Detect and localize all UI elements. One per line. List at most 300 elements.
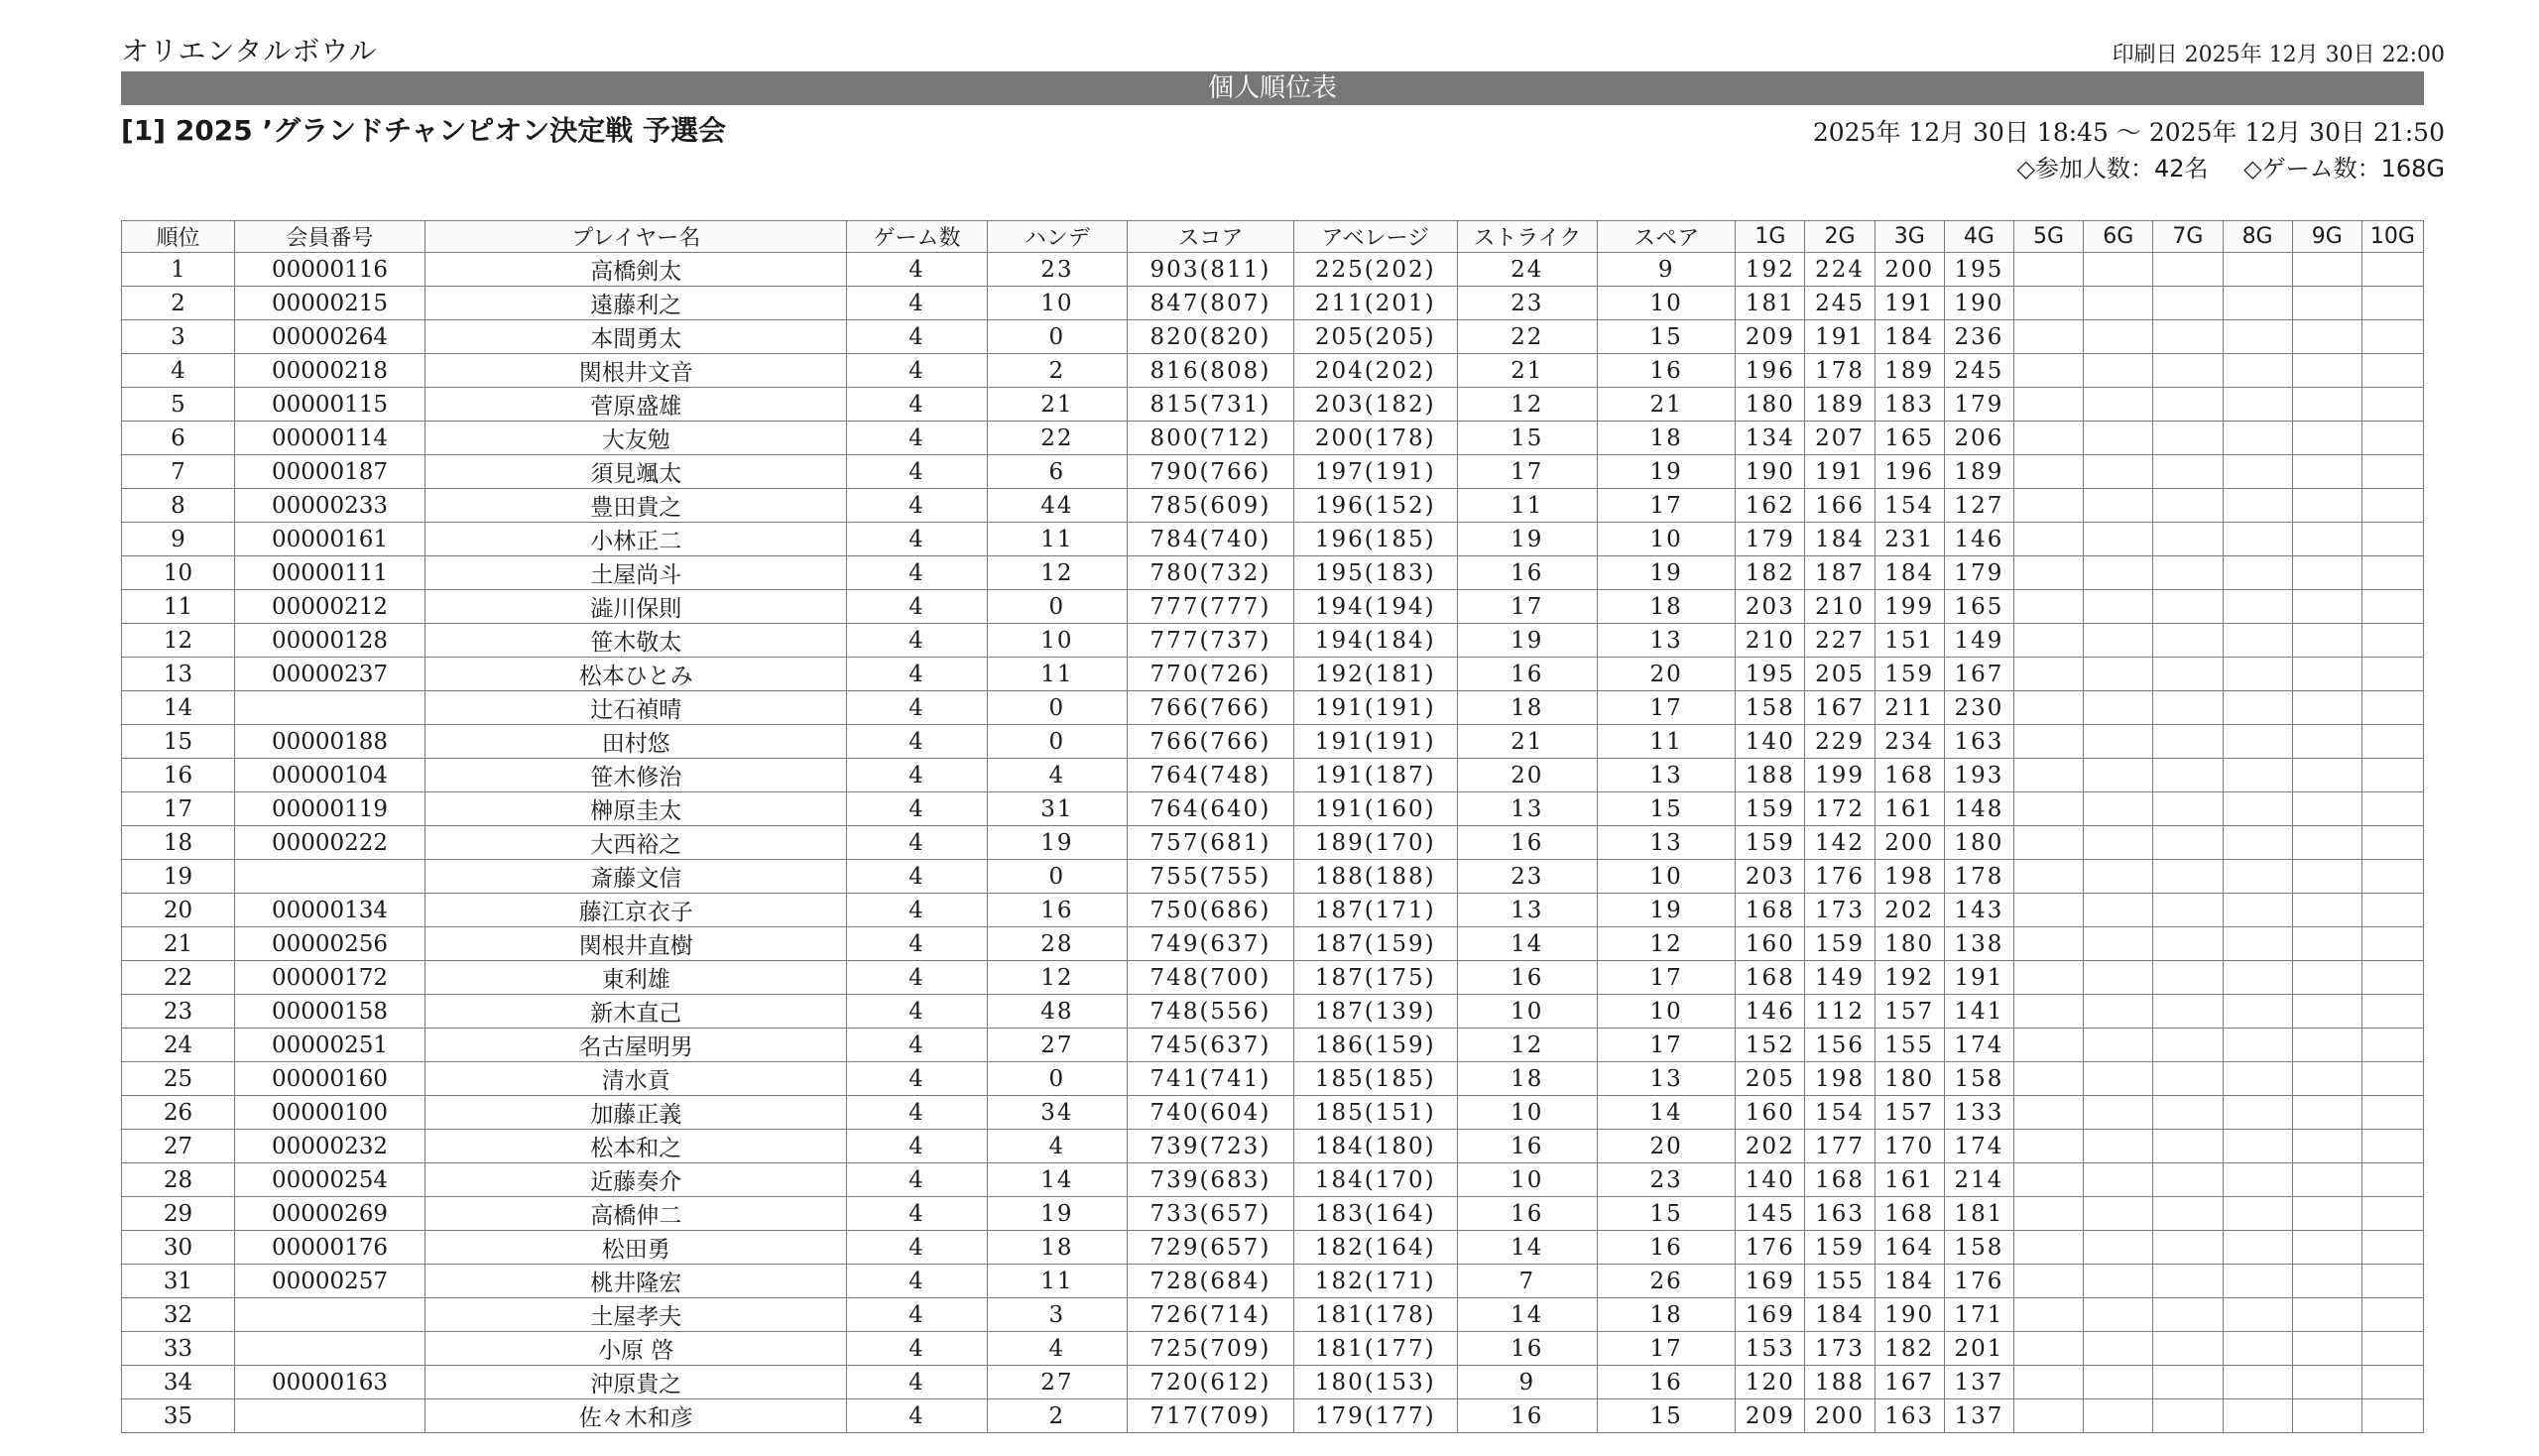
table-cell: 26: [122, 1096, 235, 1130]
table-cell: 10: [1597, 523, 1735, 556]
table-cell: 203: [1736, 590, 1805, 624]
table-cell: 00000115: [234, 388, 424, 422]
table-cell: 184: [1874, 556, 1944, 590]
table-cell: 高橋剣太: [425, 253, 847, 287]
table-cell: 210: [1805, 590, 1874, 624]
table-cell: 187(139): [1293, 995, 1457, 1029]
table-cell: 10: [987, 287, 1127, 320]
table-cell: [2292, 1197, 2361, 1231]
table-cell: 203: [1736, 860, 1805, 894]
table-cell: [2223, 792, 2292, 826]
table-cell: 4: [987, 1332, 1127, 1366]
table-cell: 11: [987, 658, 1127, 691]
table-cell: [2223, 1062, 2292, 1096]
table-cell: 44: [987, 489, 1127, 523]
table-cell: 16: [1457, 1332, 1597, 1366]
table-cell: [2013, 1366, 2083, 1399]
table-cell: [2361, 455, 2423, 489]
table-cell: [2084, 489, 2153, 523]
table-cell: 00000161: [234, 523, 424, 556]
table-cell: [2292, 1298, 2361, 1332]
table-cell: 183: [1874, 388, 1944, 422]
table-cell: [2292, 792, 2361, 826]
table-cell: [2153, 590, 2223, 624]
table-row: [122, 388, 2424, 422]
table-cell: 16: [1457, 826, 1597, 860]
table-cell: 189: [1874, 354, 1944, 388]
table-cell: 00000237: [234, 658, 424, 691]
table-cell: 155: [1874, 1029, 1944, 1062]
table-cell: 154: [1805, 1096, 1874, 1130]
table-cell: [2153, 388, 2223, 422]
table-cell: 00000256: [234, 927, 424, 961]
table-cell: 201: [1944, 1332, 2013, 1366]
table-row: [122, 320, 2424, 354]
table-cell: 140: [1736, 725, 1805, 759]
table-cell: [2223, 590, 2292, 624]
table-cell: 0: [987, 1062, 1127, 1096]
table-cell: [2013, 1265, 2083, 1298]
table-cell: 佐々木和彦: [425, 1399, 847, 1433]
table-cell: 158: [1736, 691, 1805, 725]
table-cell: [2084, 556, 2153, 590]
table-cell: 4: [847, 523, 987, 556]
table-cell: 182: [1874, 1332, 1944, 1366]
table-cell: 755(755): [1128, 860, 1294, 894]
table-cell: [2223, 1366, 2292, 1399]
table-cell: 13: [122, 658, 235, 691]
table-cell: 3: [122, 320, 235, 354]
table-cell: 31: [987, 792, 1127, 826]
table-row: [122, 1062, 2424, 1096]
table-cell: [2153, 826, 2223, 860]
table-cell: [2084, 354, 2153, 388]
table-cell: [2153, 1399, 2223, 1433]
table-cell: 176: [1805, 860, 1874, 894]
table-cell: 167: [1874, 1366, 1944, 1399]
table-cell: [2013, 1231, 2083, 1265]
table-cell: 143: [1944, 894, 2013, 927]
table-cell: 196(152): [1293, 489, 1457, 523]
table-cell: [2292, 1332, 2361, 1366]
table-cell: 179: [1944, 388, 2013, 422]
table-cell: 179: [1944, 556, 2013, 590]
table-cell: 19: [1457, 624, 1597, 658]
table-cell: [2361, 354, 2423, 388]
table-cell: 211: [1874, 691, 1944, 725]
table-cell: 138: [1944, 927, 2013, 961]
table-cell: 159: [1805, 1231, 1874, 1265]
table-cell: 184: [1874, 1265, 1944, 1298]
table-cell: 112: [1805, 995, 1874, 1029]
table-cell: 740(604): [1128, 1096, 1294, 1130]
table-cell: [2084, 388, 2153, 422]
table-cell: [2153, 860, 2223, 894]
table-cell: 720(612): [1128, 1366, 1294, 1399]
table-cell: 3: [987, 1298, 1127, 1332]
table-cell: 4: [847, 961, 987, 995]
table-cell: 231: [1874, 523, 1944, 556]
table-cell: 4: [847, 320, 987, 354]
table-cell: 17: [1597, 1332, 1735, 1366]
table-row: [122, 1366, 2424, 1399]
table-cell: [2153, 1231, 2223, 1265]
table-cell: 184: [1874, 320, 1944, 354]
table-cell: [2013, 1062, 2083, 1096]
table-cell: [2361, 658, 2423, 691]
table-cell: [2361, 422, 2423, 455]
column-header: 3G: [1874, 221, 1944, 253]
table-row: [122, 792, 2424, 826]
table-cell: 関根井直樹: [425, 927, 847, 961]
table-cell: 4: [847, 253, 987, 287]
table-cell: 6: [122, 422, 235, 455]
column-header: 順位: [122, 221, 235, 253]
table-cell: [2084, 1265, 2153, 1298]
table-row: [122, 1332, 2424, 1366]
table-cell: [2361, 1029, 2423, 1062]
table-cell: [2292, 691, 2361, 725]
table-cell: 00000232: [234, 1130, 424, 1163]
table-cell: 土屋尚斗: [425, 556, 847, 590]
table-cell: [2361, 1197, 2423, 1231]
table-cell: 161: [1874, 792, 1944, 826]
table-cell: [2013, 1163, 2083, 1197]
table-cell: 749(637): [1128, 927, 1294, 961]
table-cell: 204(202): [1293, 354, 1457, 388]
table-cell: 4: [847, 1332, 987, 1366]
table-cell: 800(712): [1128, 422, 1294, 455]
table-cell: [2292, 590, 2361, 624]
table-cell: [2013, 759, 2083, 792]
table-cell: 10: [1597, 287, 1735, 320]
table-cell: 清水貢: [425, 1062, 847, 1096]
table-cell: [2361, 1062, 2423, 1096]
table-cell: 149: [1944, 624, 2013, 658]
table-cell: 東利雄: [425, 961, 847, 995]
table-cell: 0: [987, 725, 1127, 759]
table-cell: 764(640): [1128, 792, 1294, 826]
table-cell: 19: [1457, 523, 1597, 556]
table-cell: 137: [1944, 1366, 2013, 1399]
table-cell: 20: [1597, 1130, 1735, 1163]
table-cell: [2084, 1332, 2153, 1366]
table-cell: 16: [1457, 1130, 1597, 1163]
table-cell: 168: [1874, 1197, 1944, 1231]
table-cell: 21: [1457, 725, 1597, 759]
table-row: [122, 927, 2424, 961]
table-cell: 192(181): [1293, 658, 1457, 691]
table-cell: 4: [987, 759, 1127, 792]
table-cell: [2153, 927, 2223, 961]
table-cell: 14: [987, 1163, 1127, 1197]
table-cell: 31: [122, 1265, 235, 1298]
table-cell: [2153, 354, 2223, 388]
table-row: [122, 725, 2424, 759]
table-cell: 750(686): [1128, 894, 1294, 927]
table-cell: 160: [1736, 1096, 1805, 1130]
table-cell: 169: [1736, 1265, 1805, 1298]
table-cell: 186(159): [1293, 1029, 1457, 1062]
table-cell: [2292, 1399, 2361, 1433]
table-cell: [2153, 1130, 2223, 1163]
table-cell: 4: [847, 1399, 987, 1433]
table-cell: 4: [847, 1265, 987, 1298]
table-cell: 15: [1597, 1197, 1735, 1231]
table-cell: 179(177): [1293, 1399, 1457, 1433]
table-cell: [2361, 1332, 2423, 1366]
table-row: [122, 523, 2424, 556]
table-cell: 190: [1944, 287, 2013, 320]
table-cell: [2153, 1096, 2223, 1130]
table-cell: 15: [1597, 1399, 1735, 1433]
table-cell: 4: [847, 1096, 987, 1130]
table-cell: [2292, 1130, 2361, 1163]
table-cell: [2361, 826, 2423, 860]
table-cell: [2153, 1197, 2223, 1231]
table-cell: 202: [1736, 1130, 1805, 1163]
table-row: [122, 826, 2424, 860]
table-cell: [2084, 523, 2153, 556]
table-cell: 松本ひとみ: [425, 658, 847, 691]
table-cell: 4: [847, 1197, 987, 1231]
table-cell: 196: [1736, 354, 1805, 388]
table-cell: [2153, 253, 2223, 287]
table-cell: 162: [1736, 489, 1805, 523]
table-cell: 20: [122, 894, 235, 927]
table-cell: [2292, 388, 2361, 422]
table-cell: [2153, 320, 2223, 354]
table-cell: 19: [1597, 556, 1735, 590]
table-cell: [2292, 995, 2361, 1029]
table-cell: 165: [1874, 422, 1944, 455]
table-cell: [2361, 961, 2423, 995]
column-header: ストライク: [1457, 221, 1597, 253]
table-cell: 159: [1736, 792, 1805, 826]
table-cell: 168: [1736, 961, 1805, 995]
table-cell: 遠藤利之: [425, 287, 847, 320]
table-cell: 161: [1874, 1163, 1944, 1197]
table-cell: 25: [122, 1062, 235, 1096]
table-cell: [2223, 1399, 2292, 1433]
table-cell: [2013, 826, 2083, 860]
table-cell: 15: [1597, 792, 1735, 826]
table-cell: 137: [1944, 1399, 2013, 1433]
table-cell: [2361, 556, 2423, 590]
table-cell: [2084, 1130, 2153, 1163]
table-cell: [2361, 253, 2423, 287]
table-cell: 17: [1597, 691, 1735, 725]
table-cell: [2084, 826, 2153, 860]
table-cell: 168: [1736, 894, 1805, 927]
table-cell: 19: [122, 860, 235, 894]
event-period: 2025年 12月 30日 18:45 〜 2025年 12月 30日 21:50: [1812, 118, 2445, 147]
table-cell: 藤江京衣子: [425, 894, 847, 927]
table-cell: 168: [1805, 1163, 1874, 1197]
table-cell: 157: [1874, 995, 1944, 1029]
table-cell: 847(807): [1128, 287, 1294, 320]
table-cell: 181: [1736, 287, 1805, 320]
table-cell: 180: [1874, 927, 1944, 961]
table-cell: 4: [847, 927, 987, 961]
table-cell: 142: [1805, 826, 1874, 860]
table-cell: 2: [987, 1399, 1127, 1433]
table-cell: [2361, 1366, 2423, 1399]
table-cell: 13: [1597, 1062, 1735, 1096]
table-cell: [2292, 320, 2361, 354]
table-cell: 16: [1457, 556, 1597, 590]
table-cell: 227: [1805, 624, 1874, 658]
table-cell: 0: [987, 590, 1127, 624]
table-row: [122, 691, 2424, 725]
table-cell: 27: [987, 1366, 1127, 1399]
table-cell: 23: [1457, 860, 1597, 894]
table-cell: 190: [1874, 1298, 1944, 1332]
table-cell: 202: [1874, 894, 1944, 927]
table-cell: 200(178): [1293, 422, 1457, 455]
table-cell: 土屋孝夫: [425, 1298, 847, 1332]
table-cell: 4: [847, 556, 987, 590]
table-cell: [2223, 1163, 2292, 1197]
table-cell: 松田勇: [425, 1231, 847, 1265]
column-header: アベレージ: [1293, 221, 1457, 253]
table-cell: 133: [1944, 1096, 2013, 1130]
table-cell: [2084, 927, 2153, 961]
table-cell: [2013, 253, 2083, 287]
table-cell: 4: [847, 354, 987, 388]
table-row: [122, 1265, 2424, 1298]
table-cell: [2361, 287, 2423, 320]
table-cell: 14: [1457, 927, 1597, 961]
table-cell: 8: [122, 489, 235, 523]
table-cell: 196: [1874, 455, 1944, 489]
table-cell: [2361, 1231, 2423, 1265]
table-cell: 4: [847, 624, 987, 658]
table-cell: 195(183): [1293, 556, 1457, 590]
table-cell: 770(726): [1128, 658, 1294, 691]
table-cell: [2223, 287, 2292, 320]
table-cell: [2292, 287, 2361, 320]
table-cell: 225(202): [1293, 253, 1457, 287]
table-body: [122, 253, 2424, 1433]
table-cell: 757(681): [1128, 826, 1294, 860]
table-cell: 19: [987, 826, 1127, 860]
table-cell: [2292, 624, 2361, 658]
table-cell: [2153, 1265, 2223, 1298]
table-cell: [234, 1399, 424, 1433]
table-cell: [2084, 1399, 2153, 1433]
table-cell: [2013, 1029, 2083, 1062]
table-cell: 156: [1805, 1029, 1874, 1062]
table-cell: [2013, 320, 2083, 354]
table-cell: [2223, 1332, 2292, 1366]
table-cell: 176: [1736, 1231, 1805, 1265]
table-cell: 4: [847, 1029, 987, 1062]
column-header: 4G: [1944, 221, 2013, 253]
table-cell: 189: [1805, 388, 1874, 422]
table-cell: 188: [1805, 1366, 1874, 1399]
table-cell: [2153, 287, 2223, 320]
table-cell: [2292, 826, 2361, 860]
table-cell: 134: [1736, 422, 1805, 455]
table-cell: 4: [847, 894, 987, 927]
table-cell: [2292, 1163, 2361, 1197]
table-cell: 7: [122, 455, 235, 489]
table-cell: 18: [1597, 422, 1735, 455]
table-cell: [2084, 860, 2153, 894]
table-cell: 7: [1457, 1265, 1597, 1298]
table-cell: [2223, 388, 2292, 422]
table-cell: 4: [847, 1130, 987, 1163]
table-cell: 245: [1805, 287, 1874, 320]
table-cell: 18: [122, 826, 235, 860]
table-cell: [2292, 658, 2361, 691]
table-cell: 146: [1944, 523, 2013, 556]
table-cell: 4: [847, 1062, 987, 1096]
column-header: 1G: [1736, 221, 1805, 253]
table-cell: 15: [1597, 320, 1735, 354]
table-cell: 笹木敬太: [425, 624, 847, 658]
table-cell: 4: [847, 455, 987, 489]
table-cell: [2013, 691, 2083, 725]
table-cell: 5: [122, 388, 235, 422]
table-cell: 23: [1457, 287, 1597, 320]
table-cell: 785(609): [1128, 489, 1294, 523]
table-cell: 34: [122, 1366, 235, 1399]
table-cell: 00000111: [234, 556, 424, 590]
table-cell: 169: [1736, 1298, 1805, 1332]
table-cell: 182(171): [1293, 1265, 1457, 1298]
table-cell: 745(637): [1128, 1029, 1294, 1062]
table-cell: 739(683): [1128, 1163, 1294, 1197]
table-cell: 21: [987, 388, 1127, 422]
table-cell: 181: [1944, 1197, 2013, 1231]
table-cell: 153: [1736, 1332, 1805, 1366]
table-cell: 185(151): [1293, 1096, 1457, 1130]
table-cell: 須見颯太: [425, 455, 847, 489]
table-cell: 194(184): [1293, 624, 1457, 658]
table-cell: [2223, 1096, 2292, 1130]
table-cell: 笹木修治: [425, 759, 847, 792]
table-cell: 9: [1597, 253, 1735, 287]
table-cell: 17: [1597, 1029, 1735, 1062]
table-cell: 00000222: [234, 826, 424, 860]
table-cell: 27: [987, 1029, 1127, 1062]
table-cell: [2153, 691, 2223, 725]
table-cell: 4: [847, 658, 987, 691]
table-cell: 12: [987, 556, 1127, 590]
table-cell: 21: [122, 927, 235, 961]
table-cell: [2292, 1366, 2361, 1399]
table-cell: 28: [987, 927, 1127, 961]
table-cell: 777(777): [1128, 590, 1294, 624]
table-row: [122, 961, 2424, 995]
table-cell: 4: [847, 388, 987, 422]
table-cell: 新木直己: [425, 995, 847, 1029]
table-cell: [2153, 1332, 2223, 1366]
table-cell: 田村悠: [425, 725, 847, 759]
table-cell: 19: [987, 1197, 1127, 1231]
table-cell: [2084, 759, 2153, 792]
table-cell: 4: [847, 1366, 987, 1399]
table-cell: [2013, 1197, 2083, 1231]
table-cell: 00000218: [234, 354, 424, 388]
table-cell: 4: [847, 725, 987, 759]
table-cell: 205: [1736, 1062, 1805, 1096]
table-cell: [2223, 320, 2292, 354]
table-cell: 179: [1736, 523, 1805, 556]
table-cell: 820(820): [1128, 320, 1294, 354]
